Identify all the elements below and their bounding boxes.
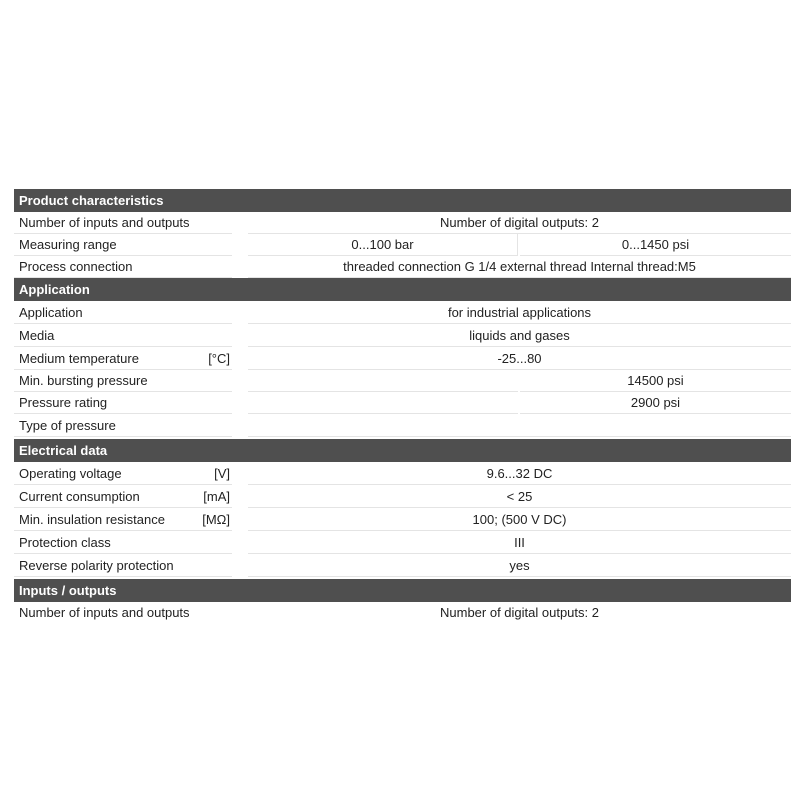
- spec-value-blurred: [248, 392, 518, 414]
- spec-row: [14, 212, 791, 234]
- spec-row: [14, 508, 791, 531]
- spec-row: [14, 347, 791, 370]
- spec-row: [14, 256, 791, 278]
- spec-row: [14, 414, 791, 437]
- spec-label: Min. bursting pressure: [14, 370, 232, 392]
- spec-row: [14, 602, 791, 623]
- spec-label: Current consumption: [14, 485, 232, 508]
- spec-row: [14, 485, 791, 508]
- spec-value: Number of digital outputs: 2: [248, 602, 791, 623]
- spec-value-psi: 0...1450 psi: [520, 234, 791, 256]
- spec-label: Reverse polarity protection: [14, 554, 232, 577]
- section-header-inputs-outputs: Inputs / outputs: [14, 579, 791, 602]
- section-header-product-characteristics: Product characteristics: [14, 189, 791, 212]
- spec-row: [14, 324, 791, 347]
- spec-label: Type of pressure: [14, 414, 232, 437]
- spec-label: Pressure rating: [14, 392, 232, 414]
- section-header-application: Application: [14, 278, 791, 301]
- spec-value-blurred: [248, 370, 518, 392]
- spec-value: [248, 414, 791, 437]
- spec-label: Application: [14, 301, 232, 324]
- spec-value-bar: 0...100 bar: [248, 234, 518, 256]
- spec-label: Min. insulation resistance: [14, 508, 232, 531]
- spec-value: 9.6...32 DC: [248, 462, 791, 485]
- spec-value: liquids and gases: [248, 324, 791, 347]
- spec-row: [14, 234, 791, 256]
- spec-value: threaded connection G 1/4 external thread Internal thread:M5: [248, 256, 791, 278]
- spec-value-psi: 14500 psi: [520, 370, 791, 392]
- spec-row: [14, 301, 791, 324]
- spec-label: Medium temperature: [14, 347, 232, 370]
- spec-label: Number of inputs and outputs: [14, 212, 232, 234]
- spec-label: Measuring range: [14, 234, 232, 256]
- section-header-electrical-data: Electrical data: [14, 439, 791, 462]
- spec-value: Number of digital outputs: 2: [248, 212, 791, 234]
- spec-value-psi: 2900 psi: [520, 392, 791, 414]
- spec-label: Process connection: [14, 256, 232, 278]
- spec-label: Number of inputs and outputs: [14, 602, 232, 623]
- spec-unit: [°C]: [208, 351, 230, 366]
- spec-unit: [mA]: [203, 489, 230, 504]
- spec-label: Operating voltage: [14, 462, 232, 485]
- spec-row: [14, 462, 791, 485]
- spec-unit: [MΩ]: [202, 512, 230, 527]
- spec-value: for industrial applications: [248, 301, 791, 324]
- spec-unit: [V]: [214, 466, 230, 481]
- spec-value: 100; (500 V DC): [248, 508, 791, 531]
- spec-value: < 25: [248, 485, 791, 508]
- spec-label: Media: [14, 324, 232, 347]
- spec-row: [14, 554, 791, 577]
- spec-label: Protection class: [14, 531, 232, 554]
- spec-table: [14, 189, 791, 623]
- spec-row: [14, 531, 791, 554]
- spec-value: -25...80: [248, 347, 791, 370]
- spec-value: yes: [248, 554, 791, 577]
- spec-row: [14, 370, 791, 392]
- spec-value: III: [248, 531, 791, 554]
- spec-row: [14, 392, 791, 414]
